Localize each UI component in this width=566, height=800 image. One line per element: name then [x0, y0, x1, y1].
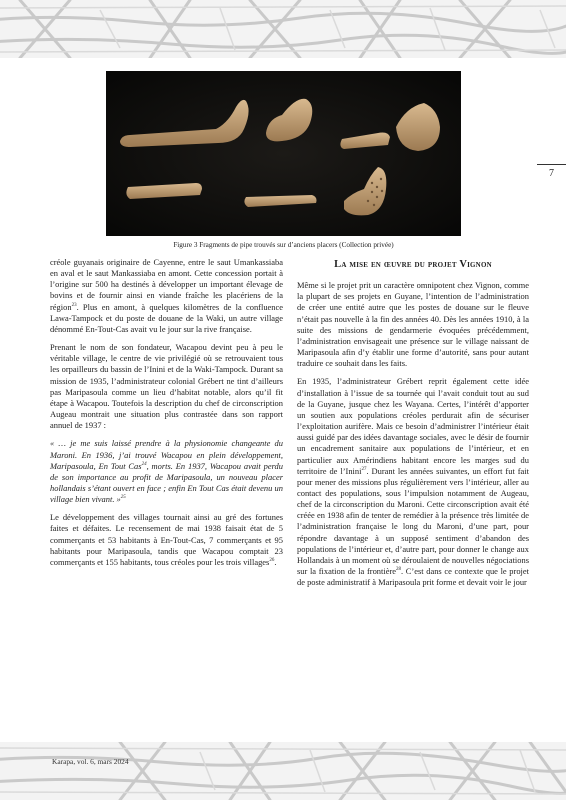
paragraph-text: En 1935, l’administrateur Grébert reprit également cette idée d’installation à l’issue de sa tournée qui l’avait conduit tout au sud de la Guyane, jusque chez les Wayana. Certes, l’intérêt d’apporter un soutien aux populations créoles perdurait afin de sécuriser l’exploitation aurifère. Mais ce besoin d’administrer l’intérieur était aussi guidé par des idées davantage sociales, avec le désir de fournir un encadrement sanitaire aux populations de l’intérieur, et en particulier aux Amérindiens habitant encore les marges sud du territoire de l’Inini [297, 376, 529, 476]
paragraph-text: . Plus en amont, à quelques kilomètres de la confluence Lawa-Tampock et du poste de douane de la Waki, un autre village dénommé En-Tout-Cas avait vu le jour sur la rive française. [50, 301, 283, 334]
paragraph [50, 257, 283, 335]
sketch-pattern-bottom [0, 742, 566, 800]
footnote-ref: 24 [141, 461, 147, 467]
quote-text: « … je me suis laissé prendre à la physionomie changeante du Maroni. En 1936, j’ai trouvé Wacapou en plein développement, Maripasoula, En Tout Cas [50, 438, 283, 471]
quote-text: , morts. En 1937, Wacapou avait perdu de son importance au profit de Maripasoula, un nouveau placer hollandais s’étant ouvert en face ; enfin En Tout Cas était devenu un village bien vivant. » [50, 460, 283, 505]
block-quote [50, 438, 283, 505]
paragraph-text: . [274, 556, 277, 567]
footnote-ref: 23 [71, 302, 77, 308]
left-text-column [50, 257, 283, 575]
paragraph [50, 512, 283, 568]
paragraph: Même si le projet prit un caractère omnipotent chez Vignon, comme la plupart de ses projets en Guyane, l’intention de l’administration de créer une entité autre que les postes de douane sur le fleuve n’était pas nouvelle à la fin des années 40. Dès les années 1910, à la suite des missions de gendarmerie évoquées précédemment, l’administration envisageait une présence sur le village naissant de Maripasoula afin d’y établir une forme d’autorité, sans pour autant traduire ce souhait dans les faits. [297, 280, 529, 369]
footnote-ref: 25 [120, 495, 126, 501]
section-heading: La mise en œuvre du projet Vignon [334, 259, 492, 270]
pipe-fragments-image [106, 71, 461, 236]
right-text-column [297, 259, 529, 595]
bottom-decorative-band [0, 742, 566, 800]
top-decorative-band [0, 0, 566, 58]
footnote-ref: 27 [361, 466, 367, 472]
paragraph: Prenant le nom de son fondateur, Wacapou devint peu à peu le véritable village, le centre de vie privilégié où se retrouvaient tous les orpailleurs du bassin de l’Inini et de la Waki-Tampock. Durant sa mission de 1935, l’administrateur colonial Grébert ne tint d’ailleurs pas Maripasoula comme un lieu d’habitat notable, alors qu’il fit étape à Wacapou. Toutefois la description du chef de circonscription Augeau montrait une situation plus contrastée dans son rapport annuel de 1937 : [50, 342, 283, 431]
paragraph [297, 376, 529, 588]
figure-caption: Figure 3 Fragments de pipe trouvés sur d’anciens placers (Collection privée) [173, 241, 394, 249]
paragraph-text: . Durant les années suivantes, un effort fut fait pour mener des missions plus régulièrement vers l’intérieur, aller au contact des populations, sous l’impulsion notamment de Augeau, chef de la circonscription du Maroni. Cette circonscription avait été créée en 1938 afin de tenter de remédier à la présence très limitée de l’administration française le long du Maroni, d’une part, pour répondre davantage à un supposé sentiment d’abandon des populations de l’intérieur et, d’autre part, pour donner le change aux Hollandais à un moment où se déroulaient de nouvelles négociations sur la fixation de la frontière [297, 465, 529, 577]
footnote-ref: 26 [269, 558, 275, 564]
sketch-pattern-top [0, 0, 566, 58]
page-number: 7 [537, 164, 566, 179]
journal-footer: Karapa, vol. 6, mars 2024 [52, 757, 129, 766]
pipe-fragments-photo [106, 71, 461, 236]
paragraph-text: créole guyanais originaire de Cayenne, entre le saut Umankassiaba en aval et le saut Mankassiaba en amont. Cette concession portait à l’origine sur 500 ha destinés à développer un important élevage de bovins et de fournir ainsi en viande fraîche les placériens de la région [50, 257, 283, 312]
paragraph-text: Le développement des villages tournait ainsi au gré des fortunes faites et défaites. Le recensement de mai 1938 faisait état de 5 commerçants et 53 habitants à En-Tout-Cas, 7 commerçants et 95 habitants pour Maripasoula, tandis que Wacapou comptait 23 commerçants et 155 habitants, tous créoles pour les trois villages [50, 512, 283, 567]
paragraph-text: . C’est dans ce contexte que le projet de poste administratif à Maripasoula prit forme et devait voir le jour [297, 566, 529, 588]
footnote-ref: 28 [396, 567, 402, 573]
